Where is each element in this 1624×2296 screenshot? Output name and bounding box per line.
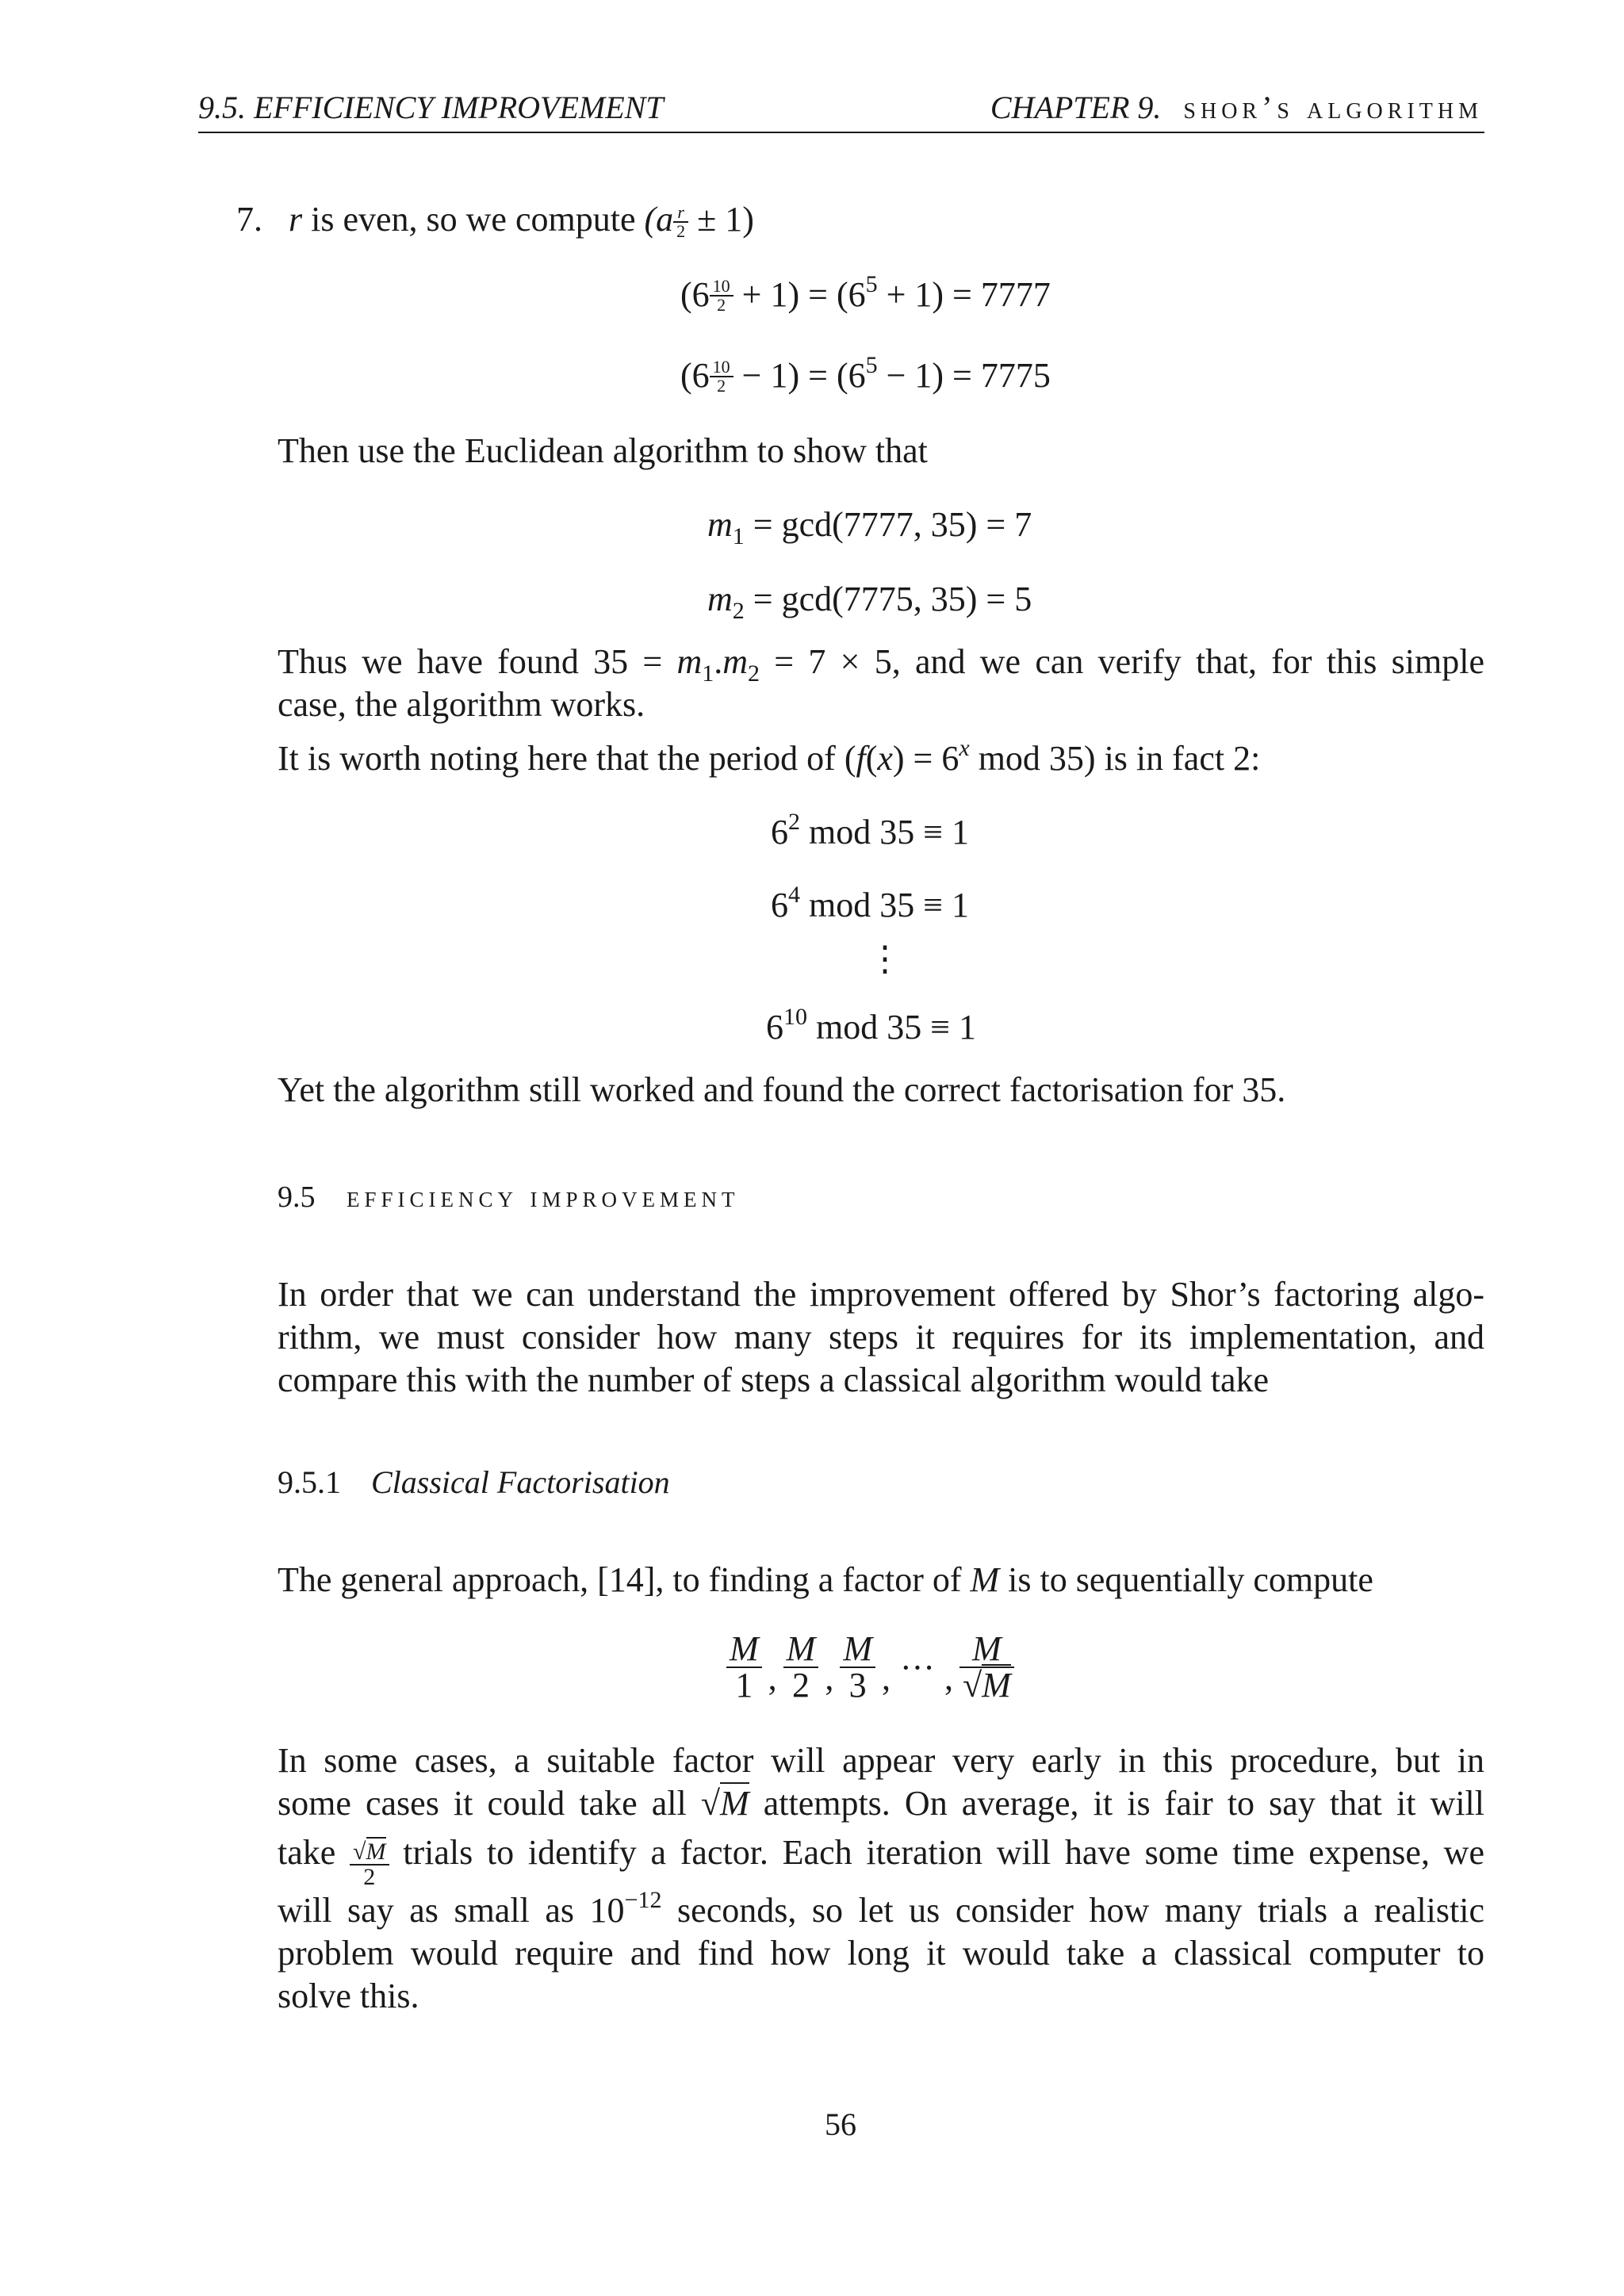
list-number: 7. xyxy=(236,200,262,239)
radicand: M xyxy=(719,1784,749,1823)
thus-a: Thus we have found 35 = xyxy=(278,642,677,681)
var-m: m xyxy=(722,642,749,681)
numerator: M xyxy=(972,1629,1002,1668)
cases-l2a: some cases it could take all xyxy=(278,1784,701,1823)
exp-num: 10 xyxy=(712,276,730,296)
section-title: efficiency improvement xyxy=(347,1181,740,1214)
section-number: 9.5 xyxy=(278,1181,316,1214)
var-M: M xyxy=(970,1560,1000,1599)
exp-den: 2 xyxy=(717,376,726,396)
eq-exponent xyxy=(710,277,733,314)
mod-base: 6 xyxy=(771,886,788,924)
var-x: x xyxy=(877,739,893,778)
equation-minus xyxy=(680,352,1051,396)
fraction-M-1 xyxy=(726,1629,762,1705)
header-rule xyxy=(198,132,1484,133)
eq-exponent xyxy=(710,358,733,395)
gcd-equation-1 xyxy=(707,504,1032,549)
mod-sup: 10 xyxy=(783,1004,807,1030)
cases-line-3 xyxy=(278,1831,1484,1889)
thus-b: = 7 × 5, and we can verify that, for this simple xyxy=(760,642,1484,681)
running-header-left: 9.5. EFFICIENCY IMPROVEMENT xyxy=(198,90,664,125)
ellipsis: ··· xyxy=(899,1647,935,1687)
eq-lhs: (6 xyxy=(680,356,710,395)
mod-sup: 2 xyxy=(788,809,800,835)
order-line-3: compare this with the number of steps a classical algorithm would take xyxy=(278,1360,1270,1399)
fraction-M-2 xyxy=(783,1629,819,1705)
period-a: It is worth noting here that the period of ( xyxy=(278,739,856,778)
cases-line-1: In some cases, a suitable factor will appear very early in this procedure, but in xyxy=(278,1741,1484,1780)
cases-l3a: take xyxy=(278,1833,350,1872)
section-heading xyxy=(278,1180,740,1215)
item7-text: is even, so we compute xyxy=(302,200,645,239)
period-b: ( xyxy=(865,739,878,778)
gcd-equation-2 xyxy=(707,579,1032,624)
fraction-sequence xyxy=(726,1629,1014,1705)
euclid-intro: Then use the Euclidean algorithm to show that xyxy=(278,431,928,470)
numerator: M xyxy=(786,1629,816,1668)
page-number: 56 xyxy=(825,2107,856,2142)
eq-mid: + 1) = (6 xyxy=(733,275,866,314)
denominator: 2 xyxy=(363,1864,376,1890)
numerator: M xyxy=(730,1629,759,1668)
comma: , xyxy=(768,1659,777,1697)
exp-num: 10 xyxy=(712,357,730,377)
item7-expr-close: ± 1) xyxy=(688,200,754,239)
mod-sup: 4 xyxy=(788,882,800,908)
var-m: m xyxy=(707,580,733,618)
fraction-M-3 xyxy=(840,1629,875,1705)
radicand: M xyxy=(982,1666,1011,1705)
approach-b: is to sequentially compute xyxy=(999,1560,1373,1599)
comma: , xyxy=(881,1659,891,1697)
period-d: mod 35) is in fact 2: xyxy=(969,739,1261,778)
mod-base: 6 xyxy=(766,1008,783,1047)
fraction-M-sqrtM xyxy=(959,1629,1014,1705)
mod-rest: mod 35 ≡ 1 xyxy=(800,813,970,851)
mod-rest: mod 35 ≡ 1 xyxy=(807,1008,977,1047)
header-chapter-title: shor’s algorithm xyxy=(1183,90,1483,125)
eq-rhs: − 1) = 7775 xyxy=(877,356,1051,395)
cases-l4a: will say as small as 10 xyxy=(278,1891,625,1930)
sqrt-sign: √ xyxy=(353,1839,366,1865)
item7-expr-open: (a xyxy=(644,200,674,239)
eq-lhs: (6 xyxy=(680,275,710,314)
gcd-rest: = gcd(7777, 35) = 7 xyxy=(744,505,1032,544)
approach-paragraph xyxy=(278,1559,1373,1601)
denominator: 3 xyxy=(848,1666,867,1705)
superscript: −12 xyxy=(624,1887,662,1913)
subsection-heading xyxy=(278,1464,670,1501)
dot: . xyxy=(714,642,723,681)
eq-sup: 5 xyxy=(865,352,878,378)
period-c: ) = 6 xyxy=(892,739,959,778)
thus-line-1 xyxy=(278,641,1484,687)
order-paragraph xyxy=(278,1273,1484,1402)
cases-l4b: seconds, so let us consider how many trials a realistic xyxy=(661,1891,1485,1930)
comma: , xyxy=(944,1659,953,1697)
eq-mid: − 1) = (6 xyxy=(733,356,866,395)
denominator: 1 xyxy=(735,1666,753,1705)
subscript: 1 xyxy=(732,523,745,549)
cases-line-2 xyxy=(278,1782,1484,1825)
subsection-title: Classical Factorisation xyxy=(371,1464,670,1500)
cases-paragraph xyxy=(278,1739,1484,2018)
eq-sup: 5 xyxy=(865,271,878,297)
order-line-2: rithm, we must consider how many steps it requires for its implementation, and xyxy=(278,1318,1484,1357)
numerator: M xyxy=(843,1629,872,1668)
item7-exponent xyxy=(673,204,688,240)
radicand: M xyxy=(366,1839,386,1865)
yet-paragraph: Yet the algorithm still worked and found the correct factorisation for 35. xyxy=(278,1070,1286,1109)
denominator: 2 xyxy=(791,1666,810,1705)
approach-a: The general approach, [14], to finding a factor of xyxy=(278,1560,971,1599)
cases-line-4 xyxy=(278,1889,1484,1932)
vertical-dots: ⋮ xyxy=(868,939,902,978)
sqrtM-over-2 xyxy=(350,1840,389,1889)
gcd-rest: = gcd(7775, 35) = 5 xyxy=(744,580,1032,618)
header-chapter: CHAPTER 9. xyxy=(990,90,1162,125)
cases-l3b: trials to identify a factor. Each iteration will have some time expense, we xyxy=(389,1833,1484,1872)
exp-den: 2 xyxy=(717,295,726,315)
subscript: 1 xyxy=(702,660,714,687)
thus-line-2: case, the algorithm works. xyxy=(278,685,645,724)
superscript: x xyxy=(959,735,970,761)
var-m: m xyxy=(676,642,703,681)
comma: , xyxy=(825,1659,834,1697)
exp-num: r xyxy=(677,202,684,222)
subscript: 2 xyxy=(748,660,760,687)
thus-paragraph xyxy=(278,641,1484,726)
mod-line-1 xyxy=(771,809,970,852)
running-header-right xyxy=(990,89,1483,126)
sqrt-sign: √ xyxy=(700,1784,720,1823)
sqrt-sign: √ xyxy=(962,1666,982,1705)
cases-line-5: problem would require and find how long it would take a classical computer to xyxy=(278,1934,1484,1973)
var-m: m xyxy=(707,505,733,544)
period-paragraph xyxy=(278,737,1260,780)
cases-l2b: attempts. On average, it is fair to say that it will xyxy=(749,1784,1485,1823)
mod-line-2 xyxy=(771,882,970,925)
mod-base: 6 xyxy=(771,813,788,851)
var-f: f xyxy=(856,739,866,778)
cases-line-6: solve this. xyxy=(278,1976,419,2015)
var-r: r xyxy=(289,200,303,239)
order-line-1: In order that we can understand the improvement offered by Shor’s factoring algo- xyxy=(278,1275,1484,1314)
mod-line-3 xyxy=(766,1004,977,1047)
equation-plus xyxy=(680,271,1051,315)
mod-rest: mod 35 ≡ 1 xyxy=(800,886,970,924)
list-item-7 xyxy=(236,198,754,241)
eq-rhs: + 1) = 7777 xyxy=(877,275,1051,314)
subsection-number: 9.5.1 xyxy=(278,1464,341,1500)
subscript: 2 xyxy=(732,598,745,624)
exp-den: 2 xyxy=(676,221,686,241)
